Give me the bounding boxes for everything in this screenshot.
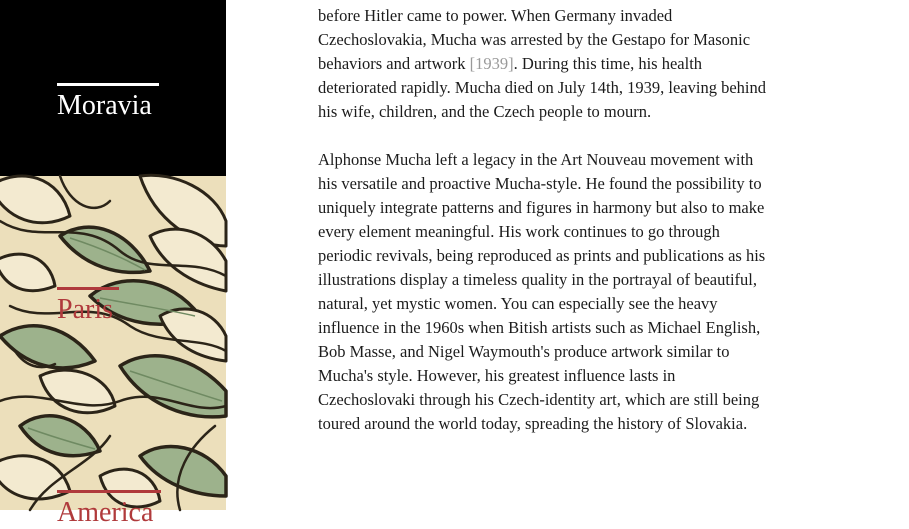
nav-active-underline	[57, 83, 159, 86]
paragraph-line: behaviors and artwork	[318, 54, 470, 73]
nav-item-rule	[57, 490, 161, 493]
sidebar-nav	[0, 0, 226, 528]
paragraph-line: . During this time, his health	[513, 54, 703, 73]
paragraph-text: deteriorated rapidly. Mucha died on July 14th, 1939, leaving behind his wife, children, and the Czech people to mourn.	[318, 78, 766, 121]
article-paragraph	[318, 4, 773, 124]
nav-item-america[interactable]	[57, 490, 161, 529]
nav-item-rule	[57, 287, 119, 290]
article-body	[318, 4, 773, 460]
nav-item-moravia[interactable]	[57, 83, 159, 122]
nav-item-label: America	[57, 497, 154, 528]
floral-pattern-image	[0, 176, 226, 510]
citation-link[interactable]: [1939]	[469, 54, 514, 73]
paragraph-line: before Hitler came to power. When Germany invaded	[318, 6, 673, 25]
article-paragraph: Alphonse Mucha left a legacy in the Art Nouveau movement with his versatile and proactive Mucha-style. He found the possibility to uniquely integrate patterns and figures in harmony but also to make every element meaningful. His work continues to go through periodic revivals, being reproduced as prints and publications as his illustrations display a timeless quality in the portrayal of beautiful, natural, yet mystic women. You can especially see the heavy influence in the 1960s when Bitish artists such as Michael English, Bob Masse, and Nigel Waymouth's produce artwork similar to Mucha's style. However, his greatest influence lasts in Czechoslovaki through his Czech-identity art, which are still being toured around the world today, spreading the history of Slovakia.	[318, 150, 766, 433]
nav-item-label: Moravia	[57, 90, 152, 121]
art-nouveau-floral-artwork	[0, 176, 226, 510]
nav-item-label: Paris	[57, 294, 113, 325]
paragraph-line: Czechoslovakia, Mucha was arrested by the Gestapo for Masonic	[318, 30, 751, 49]
nav-item-paris[interactable]	[57, 287, 119, 326]
